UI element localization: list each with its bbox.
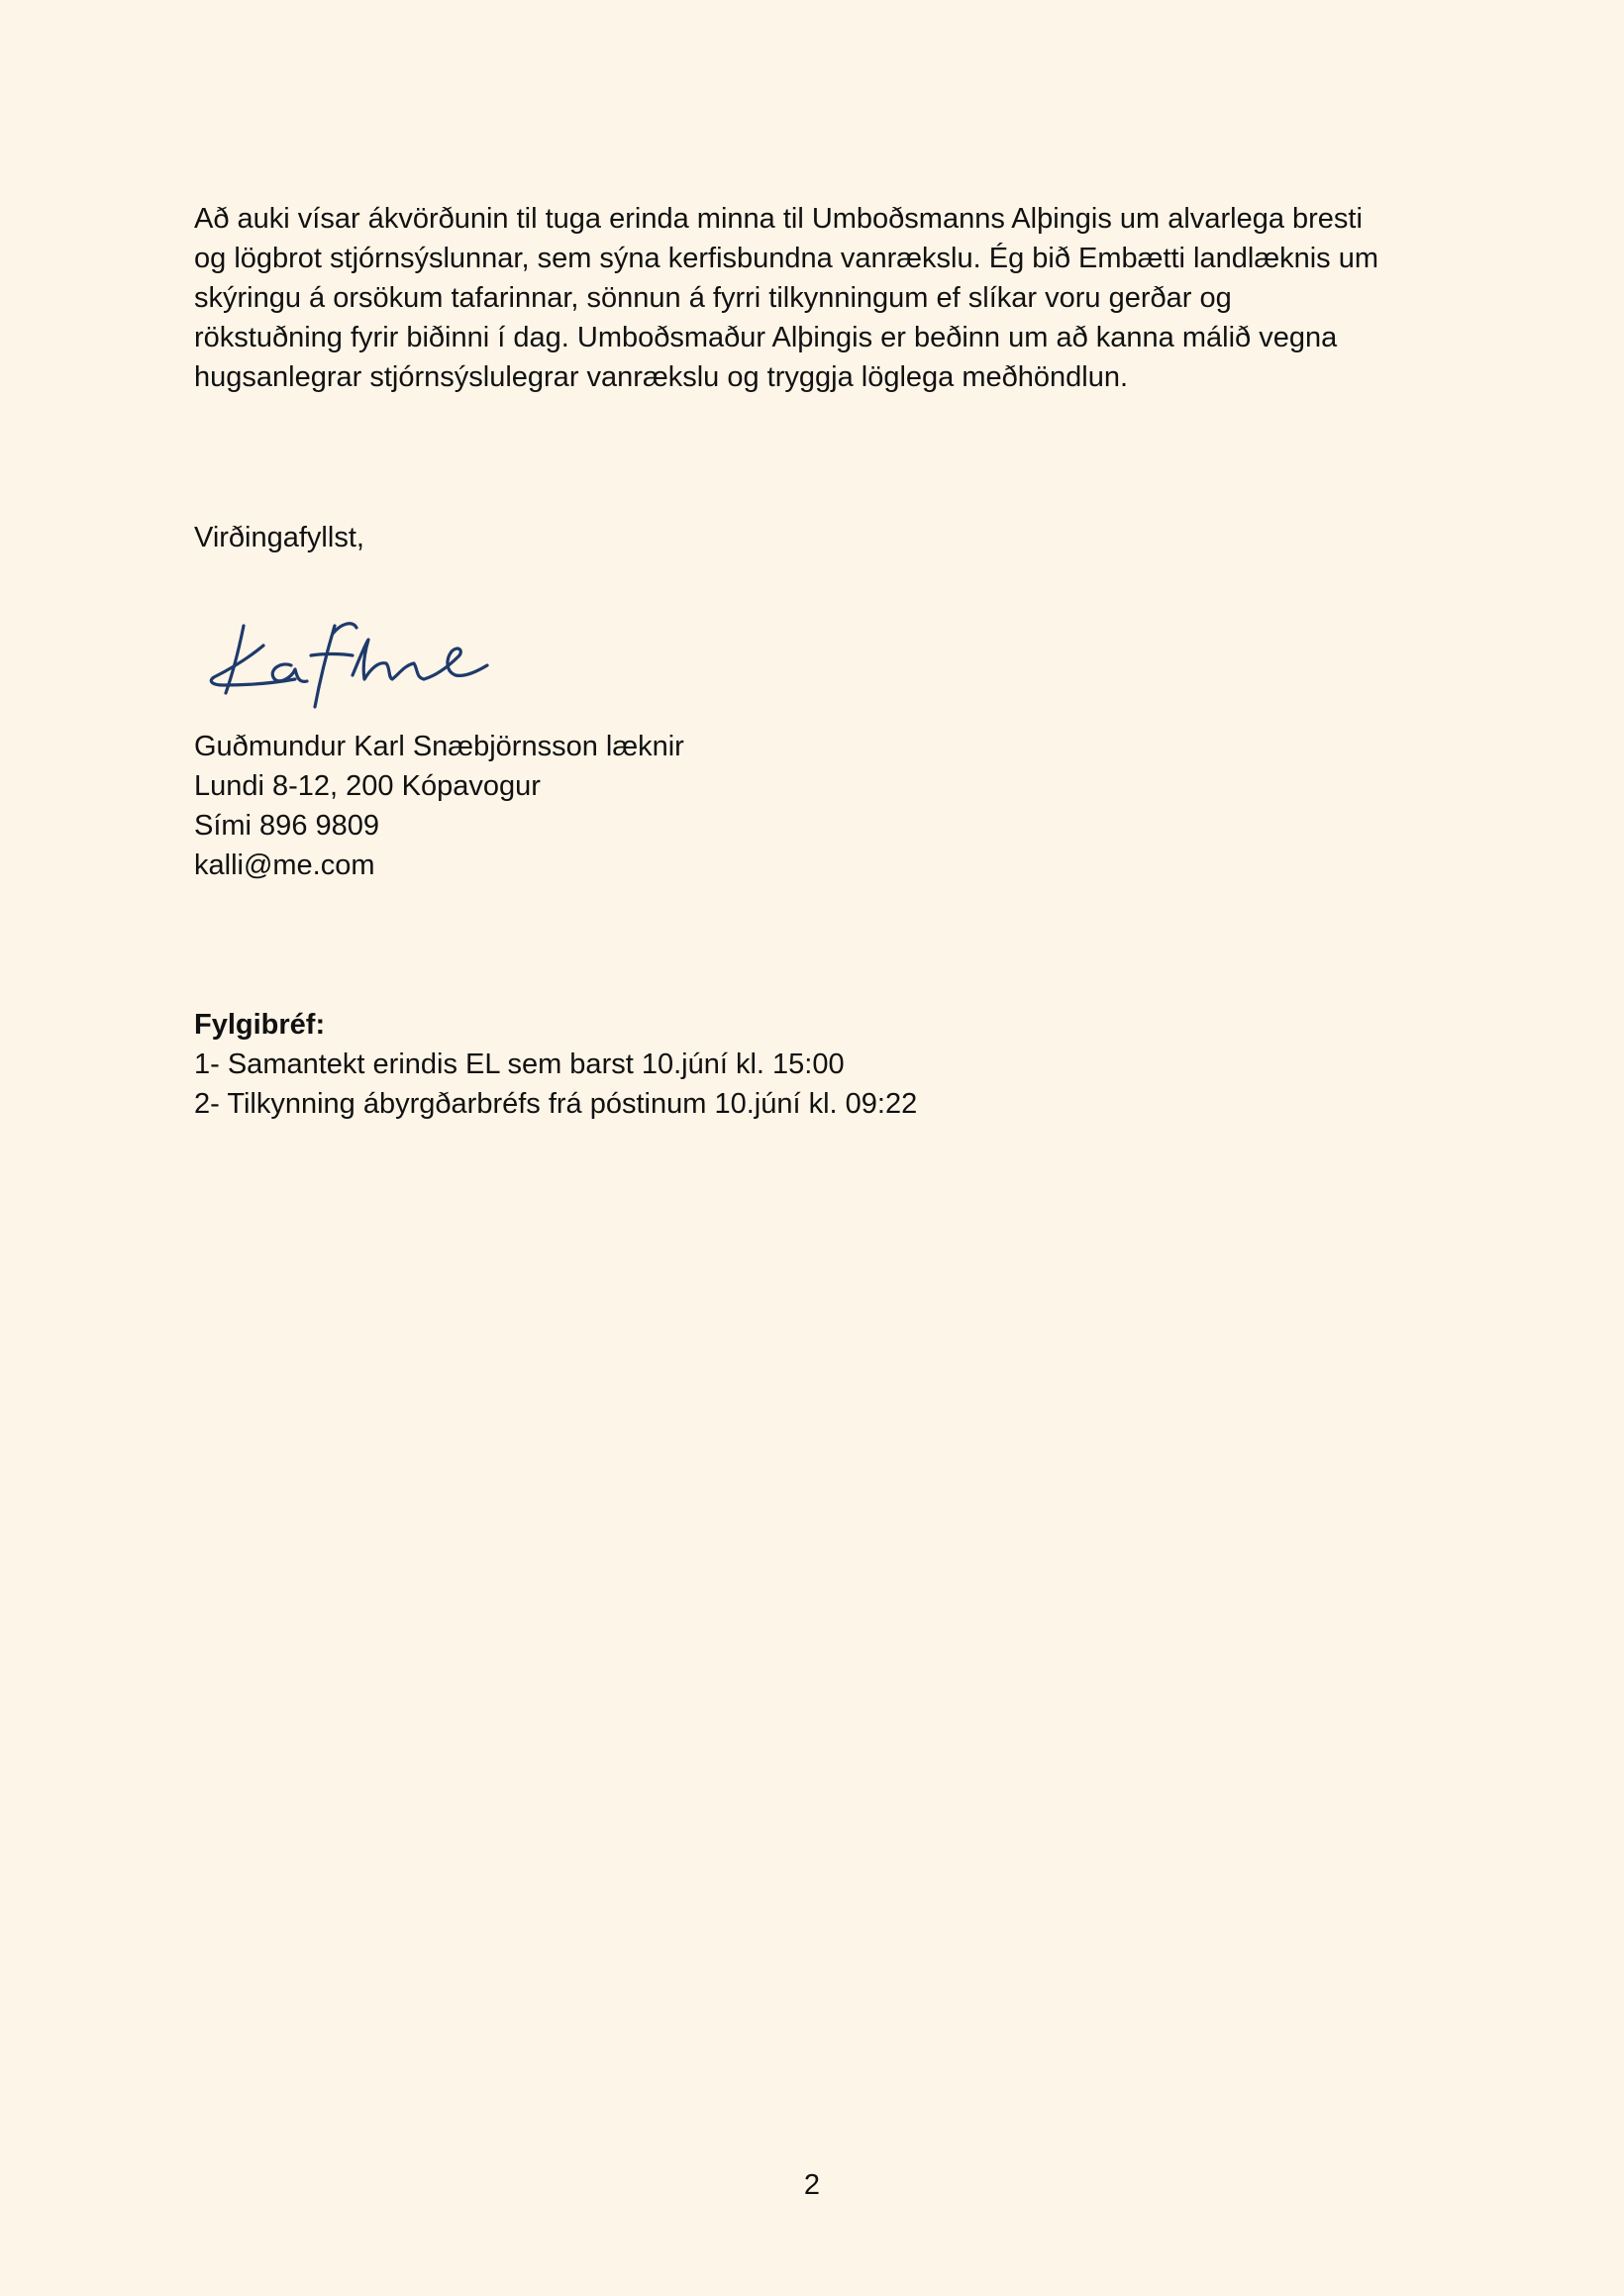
attachment-item: 1- Samantekt erindis EL sem barst 10.júní kl. 15:00	[194, 1048, 845, 1080]
signer-email: kalli@me.com	[194, 849, 375, 881]
signer-address: Lundi 8-12, 200 Kópavogur	[194, 770, 541, 802]
handwritten-signature	[204, 606, 501, 725]
paragraph-line: Að auki vísar ákvörðunin til tuga erinda minna til Umboðsmanns Alþingis um alvarlega bresti	[194, 203, 1363, 235]
body-paragraph	[194, 199, 1462, 397]
closing-text: Virðingafyllst,	[194, 522, 364, 553]
attachments-section	[194, 1005, 1462, 1124]
signer-phone: Sími 896 9809	[194, 810, 380, 842]
signer-name: Guðmundur Karl Snæbjörnsson læknir	[194, 731, 684, 762]
closing-salutation	[194, 518, 1462, 557]
paragraph-line: hugsanlegrar stjórnsýslulegrar vanrækslu og tryggja löglega meðhöndlun.	[194, 361, 1129, 393]
page-number: 2	[803, 2169, 821, 2201]
attachment-item: 2- Tilkynning ábyrgðarbréfs frá póstinum 10.júní kl. 09:22	[194, 1088, 918, 1120]
paragraph-line: skýringu á orsökum tafarinnar, sönnun á fyrri tilkynningum ef slíkar voru gerðar og	[194, 282, 1232, 314]
paragraph-line: og lögbrot stjórnsýslunnar, sem sýna kerfisbundna vanrækslu. Ég bið Embætti landlæknis um	[194, 243, 1379, 274]
signer-contact-block	[194, 727, 1462, 885]
paragraph-line: rökstuðning fyrir biðinni í dag. Umboðsmaður Alþingis er beðinn um að kanna málið vegna	[194, 322, 1338, 353]
attachments-heading: Fylgibréf:	[194, 1009, 326, 1041]
